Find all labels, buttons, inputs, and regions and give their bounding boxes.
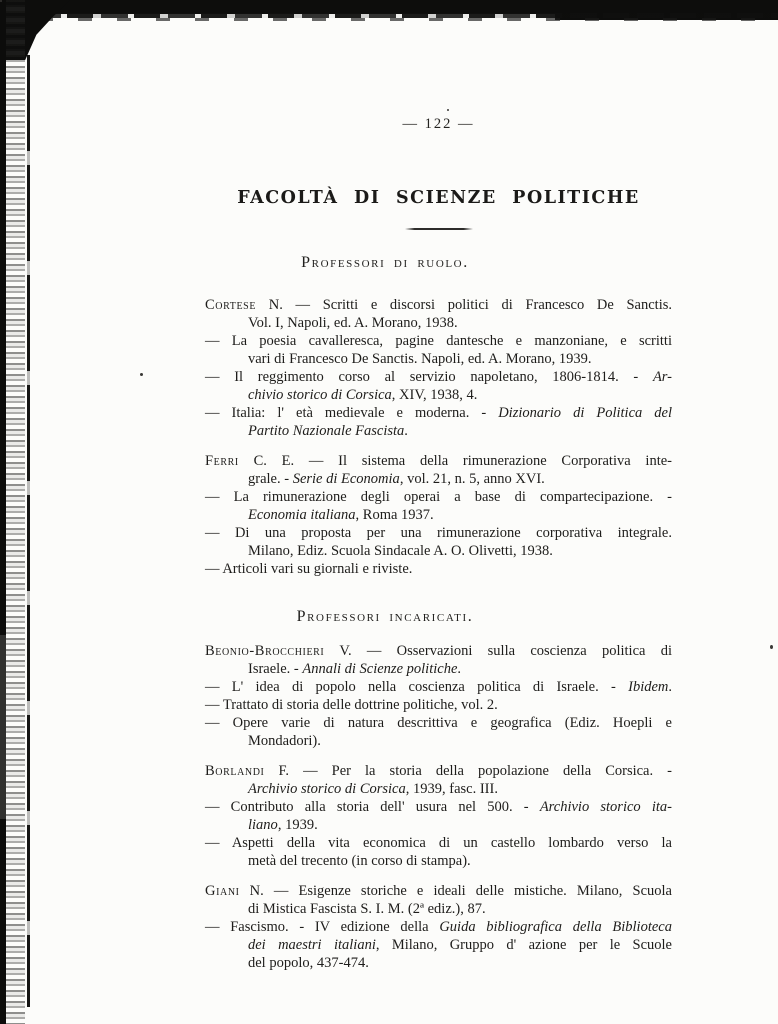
text-run: , 1939. [277,817,318,833]
text-run-italic: dei maestri italiani [248,937,376,953]
entry-line [205,314,672,332]
text-run: di Mistica Fascista S. I. M. (2ª ediz.), 87. [248,901,486,917]
entry-line [205,762,672,780]
author-name-smallcaps: Beonio-Brocchieri [205,643,325,659]
bib-entry [205,404,672,440]
text-run-italic: Ar- [652,369,672,385]
author-group [205,452,672,578]
bib-entry [205,678,672,696]
text-run: — Articoli vari su giornali e riviste. [205,561,413,577]
text-run: — Aspetti della vita economica di un castello lombardo verso la [205,835,672,851]
text-run-italic: Guida bibliografica della Biblioteca [439,919,672,935]
entry-line [205,332,672,350]
scan-speck [0,0,2,2]
scan-binding-line [27,55,30,1007]
entry-line [205,954,672,972]
text-run: — Italia: l' età medievale e moderna. - [205,405,499,421]
text-run: V. — Osservazioni sulla coscienza politica di [324,643,672,659]
entry-line [205,404,672,422]
entry-line [205,816,672,834]
text-run: Vol. I, Napoli, ed. A. Morano, 1938. [248,315,458,331]
entry-line [205,936,672,954]
text-run-italic: Annali di Scienze politiche [302,661,458,677]
bib-entry [205,762,672,798]
author-name-smallcaps: Ferri [205,453,239,469]
text-run: . [457,661,462,677]
text-run: — Opere varie di natura descrittiva e geografica (Ediz. Hoepli e [205,715,672,731]
entry-line [205,452,672,470]
text-run: C. E. — Il sistema della rimunerazione Corporativa inte- [238,453,672,469]
text-run: del popolo, 437-474. [248,955,369,971]
text-run: — Di una proposta per una rimunerazione corporativa integrale. [205,525,672,541]
author-group [205,882,672,972]
text-run: Israele. - [248,661,303,677]
text-run-italic: Serie di Economia [292,471,400,487]
text-run: , vol. 21, n. 5, anno XVI. [399,471,545,487]
author-name-smallcaps: Borlandi [205,763,265,779]
bib-entry [205,296,672,332]
text-run: — La rimunerazione degli operai a base di compartecipazione. - [205,489,672,505]
entry-line [205,642,672,660]
section-heading: Professori incaricati. [296,608,474,625]
author-name-smallcaps: Giani [205,883,240,899]
entry-line [205,470,672,488]
text-run: . [404,423,408,439]
bib-entry [205,524,672,560]
bib-entry [205,834,672,870]
entry-line [205,368,672,386]
text-run: — Contributo alla storia dell' usura nel 500. - [205,799,540,815]
bib-entry [205,882,672,918]
entry-line [205,542,672,560]
scan-speck [140,373,143,376]
text-run: , Milano, Gruppo d' azione per le Scuole [375,937,672,953]
entry-line [205,488,672,506]
text-run-italic: Ibidem [628,679,669,695]
entry-line [205,422,672,440]
text-run: Mondadori). [248,733,321,749]
text-run: F. — Per la storia della popolazione della Corsica. - [264,763,672,779]
text-run: N. — Esigenze storiche e ideali delle mistiche. Milano, Scuola [239,883,672,899]
entry-line [205,852,672,870]
page-title: FACOLTÀ DI SCIENZE POLITICHE [237,188,640,208]
page-number: — 122 — [402,116,475,132]
title-rule [405,228,473,230]
text-run-italic: chivio storico di Corsica [248,387,392,403]
entry-line [205,678,672,696]
text-run: — L' idea di popolo nella coscienza politica di Israele. - [205,679,629,695]
text-run: — La poesia cavalleresca, pagine dantesche e manzoniane, e scritti [205,333,672,349]
text-run-italic: Partito Nazionale Fascista [248,423,405,439]
entry-line [205,506,672,524]
section-heading: Professori di ruolo. [301,254,469,271]
author-group [205,296,672,440]
text-run: , XIV, 1938, 4. [391,387,478,403]
text-run: grale. - [248,471,293,487]
text-run: — Il reggimento corso al servizio napoletano, 1806-1814. - [205,369,653,385]
entry-line [205,296,672,314]
text-run: — Fascismo. - IV edizione della [205,919,440,935]
text-run-italic: Economia italiana [248,507,356,523]
text-run-italic: Archivio storico ita- [539,799,672,815]
author-name-smallcaps: Cortese [205,297,257,313]
bib-entry [205,488,672,524]
text-run: . [668,679,672,695]
bib-entry [205,368,672,404]
text-run-italic: liano [248,817,278,833]
text-run: , Roma 1937. [355,507,434,523]
entry-line [205,386,672,404]
text-run: metà del trecento (in corso di stampa). [248,853,471,869]
entry-line [205,918,672,936]
bib-entry [205,714,672,750]
text-run: Milano, Ediz. Scuola Sindacale A. O. Olivetti, 1938. [248,543,553,559]
entry-line [205,900,672,918]
bib-entry [205,918,672,972]
bib-entry [205,560,672,578]
text-run-italic: Archivio storico di Corsica [248,781,406,797]
entry-line [205,834,672,852]
entry-line [205,696,672,714]
scan-speck [447,109,449,111]
scan-speck [770,645,773,649]
entry-line [205,714,672,732]
bibliography-content [205,254,672,984]
entry-line [205,798,672,816]
entry-line [205,732,672,750]
scan-binding-texture [6,0,25,1024]
entry-line [205,350,672,368]
entry-line [205,780,672,798]
scan-top-band [0,0,778,14]
entry-line [205,660,672,678]
bib-entry [205,332,672,368]
entry-line [205,524,672,542]
entry-line [205,882,672,900]
text-run-italic: Dizionario di Politica del [498,405,672,421]
bib-entry [205,642,672,678]
bib-entry [205,798,672,834]
author-group [205,642,672,750]
author-group [205,762,672,870]
bib-entry [205,696,672,714]
entry-line [205,560,672,578]
text-run: N. — Scritti e discorsi politici di Francesco De Sanctis. [256,297,672,313]
text-run: — Trattato di storia delle dottrine politiche, vol. 2. [205,697,498,713]
text-run: , 1939, fasc. III. [405,781,498,797]
text-run: vari di Francesco De Sanctis. Napoli, ed. A. Morano, 1939. [248,351,592,367]
bib-entry [205,452,672,488]
scan-top-ragged-edge-2 [0,18,778,21]
